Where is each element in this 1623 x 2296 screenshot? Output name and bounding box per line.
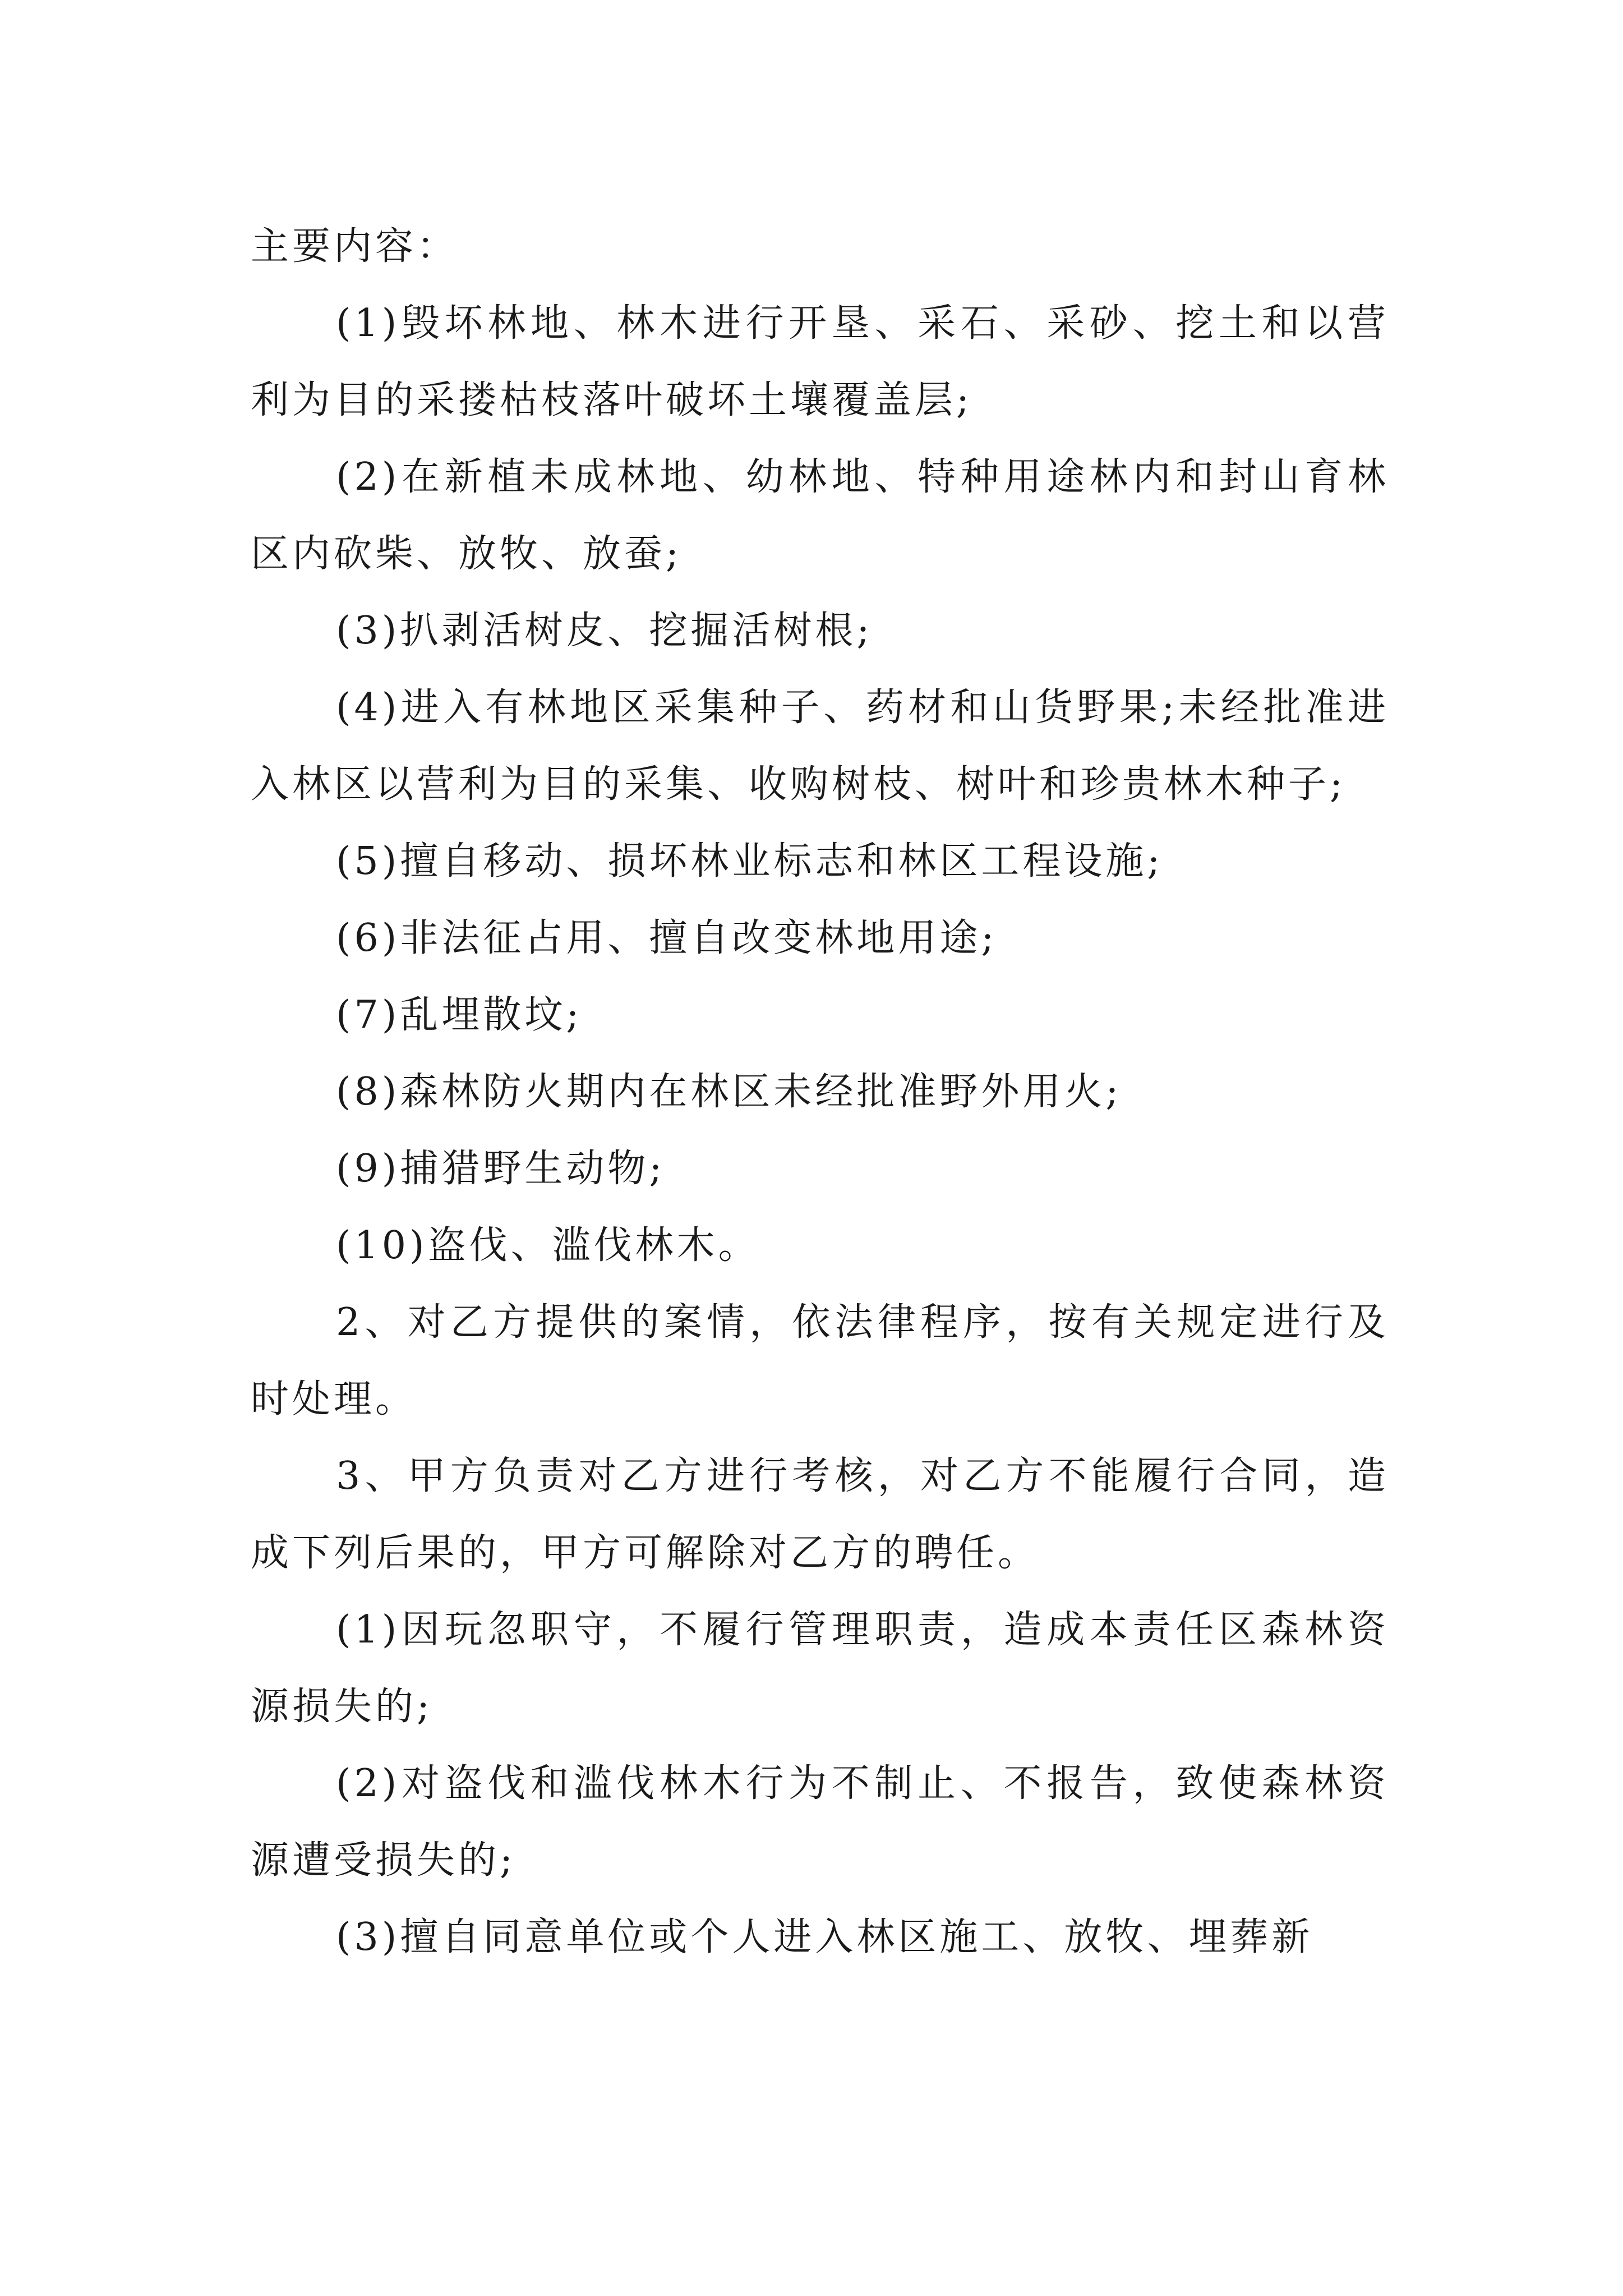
paragraph-item-6: (6)非法征占用、擅自改变林地用途; <box>336 916 998 960</box>
paragraph-consequence-1: (1)因玩忽职守，不履行管理职责，造成本责任区森林资源损失的; <box>251 1608 1389 1729</box>
paragraph-consequence-3: (3)擅自同意单位或个人进入林区施工、放牧、埋葬新 <box>336 1915 1313 1959</box>
paragraph-item-8: (8)森林防火期内在林区未经批准野外用火; <box>336 1070 1122 1114</box>
paragraph-item-9: (9)捕猎野生动物; <box>336 1147 666 1191</box>
paragraph-item-7: (7)乱埋散坟; <box>336 993 583 1037</box>
paragraph-item-10: (10)盗伐、滥伐林木。 <box>336 1223 760 1268</box>
paragraph-consequence-2: (2)对盗伐和滥伐林木行为不制止、不报告，致使森林资源遭受损失的; <box>251 1761 1389 1883</box>
paragraph-clause-2: 2、对乙方提供的案情，依法律程序，按有关规定进行及时处理。 <box>251 1300 1389 1421</box>
paragraph-item-2: (2)在新植未成林地、幼林地、特种用途林内和封山育林区内砍柴、放牧、放蚕; <box>251 455 1389 576</box>
paragraph-item-3: (3)扒剥活树皮、挖掘活树根; <box>336 609 873 653</box>
document-body <box>251 208 1389 1976</box>
paragraph-clause-3: 3、甲方负责对乙方进行考核，对乙方不能履行合同，造成下列后果的，甲方可解除对乙方的聘任。 <box>251 1454 1389 1575</box>
paragraph-intro: 主要内容： <box>251 224 459 269</box>
paragraph-item-1: (1)毁坏林地、林木进行开垦、采石、采砂、挖土和以营利为目的采搂枯枝落叶破坏土壤覆盖层; <box>251 301 1389 422</box>
paragraph-item-4: (4)进入有林地区采集种子、药材和山货野果;未经批准进入林区以营利为目的采集、收购树枝、树叶和珍贵林木种子; <box>251 685 1389 807</box>
paragraph-item-5: (5)擅自移动、损坏林业标志和林区工程设施; <box>336 839 1164 884</box>
